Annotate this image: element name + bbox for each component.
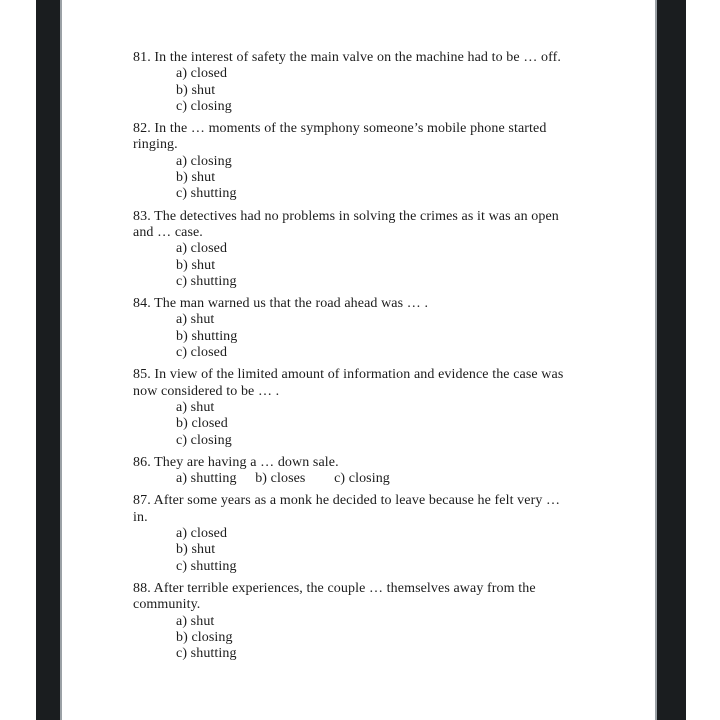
option-b: b) shut bbox=[176, 542, 216, 558]
question-87 bbox=[133, 493, 613, 574]
option-a: a) shut bbox=[176, 613, 215, 629]
options-list bbox=[133, 400, 613, 449]
document-page bbox=[64, 0, 653, 720]
option-c: c) shutting bbox=[176, 186, 237, 202]
question-85 bbox=[133, 367, 613, 448]
option-b: b) shut bbox=[176, 82, 216, 98]
option-b: b) shutting bbox=[176, 328, 238, 344]
right-dark-margin-bar bbox=[655, 0, 686, 720]
option-a: a) closed bbox=[176, 66, 228, 82]
option-a: a) closed bbox=[176, 526, 228, 542]
option-a: a) shutting bbox=[176, 471, 237, 487]
options-list bbox=[133, 526, 613, 575]
question-text: 81. In the interest of safety the main valve on the machine had to be … off. bbox=[133, 50, 561, 65]
options-inline-row bbox=[176, 471, 613, 487]
option-a: a) closed bbox=[176, 241, 228, 257]
question-text: 88. After terrible experiences, the couple … themselves away from the bbox=[133, 580, 536, 596]
option-b: b) closing bbox=[176, 629, 233, 645]
question-82 bbox=[133, 121, 613, 202]
option-a: a) closing bbox=[176, 153, 232, 169]
option-a: a) shut bbox=[176, 399, 215, 415]
question-text-continued: ringing. bbox=[133, 137, 178, 153]
question-text: 84. The man warned us that the road ahead was … . bbox=[133, 296, 429, 312]
option-c: c) shutting bbox=[176, 273, 237, 289]
option-c: c) closing bbox=[334, 471, 390, 487]
question-text-continued: in. bbox=[133, 509, 148, 525]
question-88 bbox=[133, 581, 613, 662]
option-a: a) shut bbox=[176, 312, 215, 328]
question-text: 85. In view of the limited amount of information and evidence the case was bbox=[133, 367, 564, 383]
option-c: c) closing bbox=[176, 432, 232, 448]
question-text-continued: community. bbox=[133, 597, 201, 613]
option-b: b) closed bbox=[176, 416, 228, 432]
left-dark-margin-bar bbox=[36, 0, 62, 720]
options-list bbox=[133, 154, 613, 203]
question-text: 83. The detectives had no problems in solving the crimes as it was an open bbox=[133, 208, 559, 224]
question-86 bbox=[133, 455, 613, 488]
question-text-continued: now considered to be … . bbox=[133, 383, 280, 399]
options-list bbox=[133, 312, 613, 361]
option-c: c) shutting bbox=[176, 558, 237, 574]
option-b: b) shut bbox=[176, 257, 216, 273]
question-84 bbox=[133, 296, 613, 361]
option-b: b) closes bbox=[255, 471, 306, 487]
question-83 bbox=[133, 209, 613, 290]
option-c: c) closed bbox=[176, 345, 228, 361]
options-list bbox=[133, 66, 613, 115]
option-b: b) shut bbox=[176, 170, 216, 186]
question-text: 82. In the … moments of the symphony someone’s mobile phone started bbox=[133, 121, 547, 137]
option-c: c) closing bbox=[176, 98, 232, 114]
question-81 bbox=[133, 50, 613, 115]
option-c: c) shutting bbox=[176, 646, 237, 662]
question-text: 86. They are having a … down sale. bbox=[133, 454, 339, 470]
options-list bbox=[133, 614, 613, 663]
question-text: 87. After some years as a monk he decided to leave because he felt very … bbox=[133, 493, 561, 509]
options-list bbox=[133, 241, 613, 290]
question-text-continued: and … case. bbox=[133, 224, 203, 240]
